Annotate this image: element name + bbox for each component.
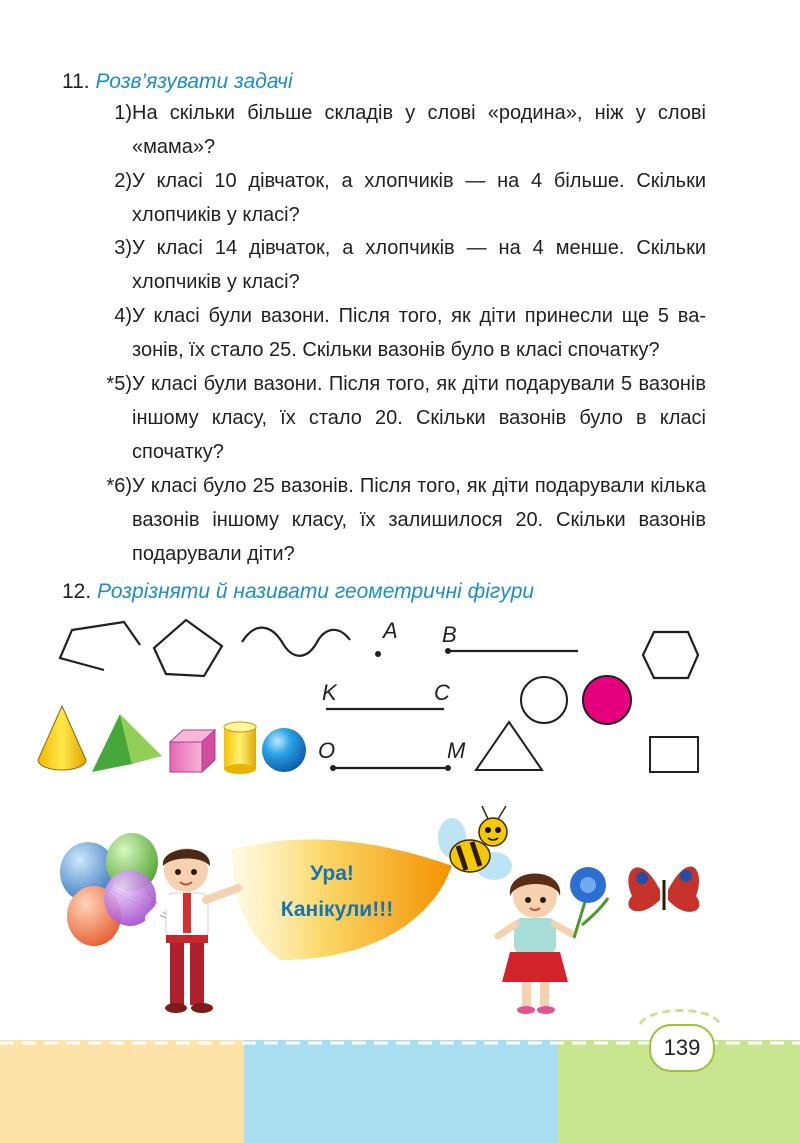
point-a <box>375 651 381 657</box>
sphere-solid <box>262 728 306 772</box>
cylinder-solid <box>224 722 256 774</box>
girl-illustration <box>498 874 572 1015</box>
banner-line-2: Канікули!!! <box>280 898 394 921</box>
cone-solid <box>38 706 86 770</box>
page-number: 139 <box>649 1024 715 1072</box>
section-title: Розрізняти й називати геометричні фігури <box>97 580 535 603</box>
section-number: 11. <box>62 70 90 93</box>
cube-solid <box>170 730 215 772</box>
footer-band-middle <box>244 1040 558 1143</box>
task-number: 2) <box>114 170 132 192</box>
label-b: B <box>442 622 457 647</box>
white-circle <box>521 677 567 723</box>
label-a: A <box>383 618 398 643</box>
task-number: 4) <box>114 305 132 327</box>
label-c: C <box>434 680 450 705</box>
label-o: O <box>318 738 336 763</box>
label-k: K <box>322 680 337 705</box>
magenta-circle <box>583 676 631 724</box>
task-number: 3) <box>114 237 132 259</box>
task-text: У класі 14 дівчаток, а хлопчиків — на 4 менше. Скільки хлопчиків у класі? <box>132 237 706 293</box>
hexagon-shape <box>643 632 698 678</box>
flower-illustration <box>570 867 608 938</box>
banner-line-1: Ура! <box>310 862 354 885</box>
task-number: 1) <box>114 102 132 124</box>
page-number-dashed-ring <box>640 1011 720 1025</box>
footer-band-left <box>0 1040 244 1143</box>
section-number: 12. <box>62 580 92 603</box>
task-text: У класі були вазони. Після того, як діти подарували 5 вазонів іншому класу, їх стало 20. Скільки вазонів було в класі спочатку? <box>132 373 706 463</box>
balloons-illustration <box>60 833 170 946</box>
rectangle-shape <box>650 737 698 772</box>
task-text: У класі були вазони. Після того, як діти принесли ще 5 ва-зонів, їх стало 25. Скільки вазонів було в класі спочатку? <box>132 305 706 361</box>
wavy-line-shape <box>242 628 350 656</box>
pyramid-solid <box>92 714 162 772</box>
label-m: M <box>447 738 466 763</box>
pentagon-shape <box>154 620 222 676</box>
triangle-shape <box>476 722 542 770</box>
task-text: На скільки більше складів у слові «родина», ніж у слові «мама»? <box>132 102 706 158</box>
task-text: У класі було 25 вазонів. Після того, як діти подарували кілька вазонів іншому класу, їх залишилося 20. Скільки вазонів подарували діти? <box>132 475 706 565</box>
task-number: *5) <box>106 373 132 395</box>
task-text: У класі 10 дівчаток, а хлопчиків — на 4 більше. Скільки хлопчиків у класі? <box>132 170 706 226</box>
broken-line-shape <box>60 622 140 670</box>
task-number: *6) <box>106 475 132 497</box>
section-title: Розв’язувати задачі <box>95 70 293 93</box>
boy-illustration <box>150 848 238 1013</box>
butterfly-illustration <box>628 866 699 911</box>
